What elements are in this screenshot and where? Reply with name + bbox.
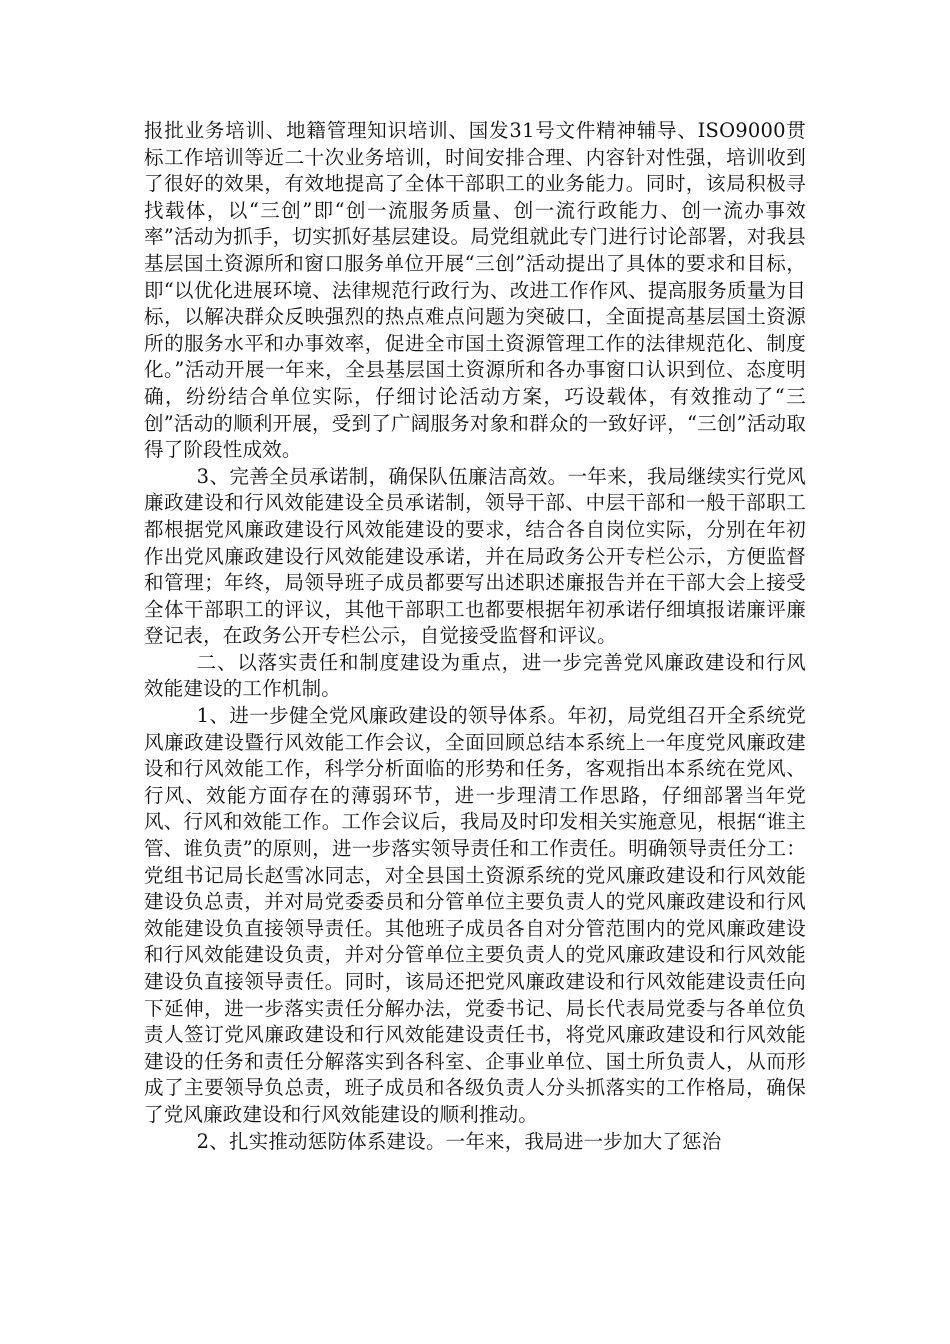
- paragraph-training: 报批业务培训、地籍管理知识培训、国发31号文件精神辅导、ISO9000贯标工作培训等近二十次业务培训，时间安排合理、内容针对性强，培训收到了很好的效果，有效地提高了全体干部职工的业务能力。同时，该局积极寻找载体，以“三创”即“创一流服务质量、创一流行政能力、创一流办事效率”活动为抓手，切实抓好基层建设。局党组就此专门进行讨论部署，对我县基层国土资源所和窗口服务单位开展“三创”活动提出了具体的要求和目标，即“以优化进展环境、法律规范行政行为、改进工作作风、提高服务质量为目标，以解决群众反映强烈的热点难点问题为突破口，全面提高基层国土资源所的服务水平和办事效率，促进全市国土资源管理工作的法律规范化、制度化。”活动开展一年来，全县基层国土资源所和各办事窗口认识到位、态度明确，纷纷结合单位实际，仔细讨论活动方案，巧设载体，有效推动了“三创”活动的顺利开展，受到了广阔服务对象和群众的一致好评，“三创”活动取得了阶段性成效。: [144, 119, 806, 462]
- paragraph-commitment-system: 3、完善全员承诺制，确保队伍廉洁高效。一年来，我局继续实行党风廉政建设和行风效能建设全员承诺制，领导干部、中层干部和一般干部职工都根据党风廉政建设行风效能建设的要求，结合各自岗位实际，分别在年初作出党风廉政建设行风效能建设承诺，并在局政务公开专栏公示，方便监督和管理；年终，局领导班子成员都要写出述职述廉报告并在干部大会上接受全体干部职工的评议，其他干部职工也都要根据年初承诺仔细填报诺廉评廉登记表，在政务公开专栏公示，自觉接受监督和评议。: [144, 464, 806, 648]
- paragraph-prevention-system: 2、扎实推动惩防体系建设。一年来，我局进一步加大了惩治: [196, 1129, 722, 1153]
- paragraph-leadership-system: 1、进一步健全党风廉政建设的领导体系。年初，局党组召开全系统党风廉政建设暨行风效能工作会议，全面回顾总结本系统上一年度党风廉政建设和行风效能工作，科学分析面临的形势和任务，客观指出本系统在党风、行风、效能方面存在的薄弱环节，进一步理清工作思路，仔细部署当年党风、行风和效能工作。工作会议后，我局及时印发相关实施意见，根据“谁主管、谁负责”的原则，进一步落实领导责任和工作责任。明确领导责任分工：党组书记局长赵雪冰同志，对全县国土资源系统的党风廉政建设和行风效能建设负总责，并对局党委委员和分管单位主要负责人的党风廉政建设和行风效能建设负直接领导责任。其他班子成员各自对分管范围内的党风廉政建设和行风效能建设负责，并对分管单位主要负责人的党风廉政建设和行风效能建设负直接领导责任。同时，该局还把党风廉政建设和行风效能建设责任向下延伸，进一步落实责任分解办法，党委书记、局长代表局党委与各单位负责人签订党风廉政建设和行风效能建设责任书，将党风廉政建设和行风效能建设的任务和责任分解落实到各科室、企事业单位、国土所负责人，从而形成了主要领导负总责，班子成员和各级负责人分头抓落实的工作格局，确保了党风廉政建设和行风效能建设的顺利推动。: [144, 704, 806, 1126]
- section-heading-two: 二、以落实责任和制度建设为重点，进一步完善党风廉政建设和行风效能建设的工作机制。: [144, 650, 806, 701]
- document-body: [144, 118, 806, 1155]
